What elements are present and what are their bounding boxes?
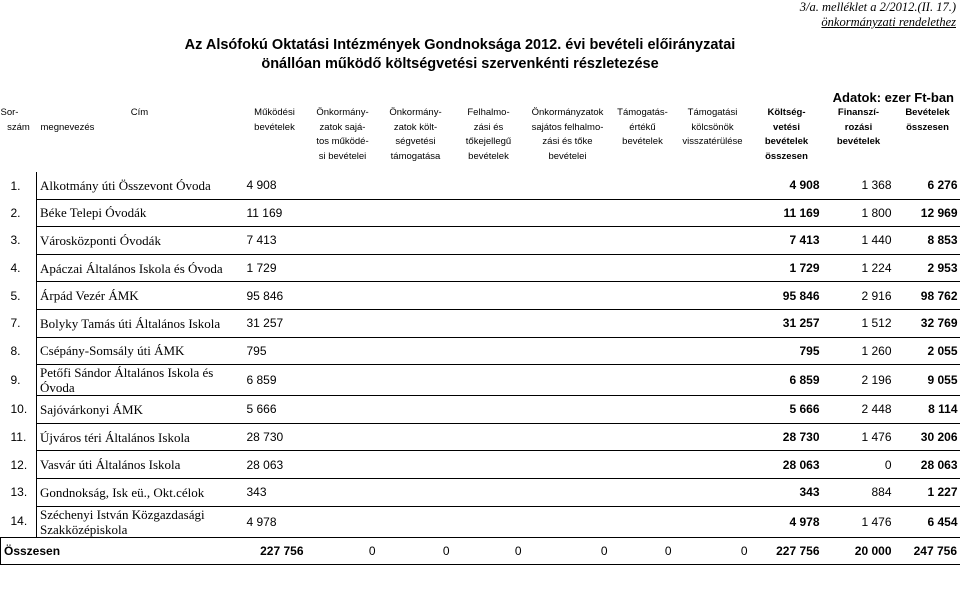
budget-revenue-total: 5 666	[751, 396, 823, 424]
empty-cell	[379, 423, 453, 451]
empty-cell	[453, 396, 525, 424]
row-number: 8.	[10, 343, 21, 358]
empty-cell	[525, 396, 611, 424]
column-header-0	[1, 106, 37, 172]
total-budget-revenue: 227 756	[751, 537, 823, 565]
column-header-7	[611, 106, 675, 172]
empty-cell	[611, 309, 675, 337]
empty-cell	[307, 227, 379, 255]
column-header-line: Finanszí-	[837, 107, 880, 118]
revenue-total: 32 769	[895, 309, 960, 337]
financing-revenue: 884	[823, 478, 895, 506]
empty-cell	[453, 282, 525, 310]
empty-cell	[453, 254, 525, 282]
row-number: 4.	[10, 261, 21, 276]
empty-cell	[675, 423, 751, 451]
institution-name: Gondnokság, Isk eü., Okt.célok	[37, 478, 243, 506]
empty-cell	[453, 199, 525, 227]
empty-cell	[611, 506, 675, 537]
institution-name: Újváros téri Általános Iskola	[37, 423, 243, 451]
column-header-line: rozási	[844, 121, 873, 133]
column-header-line: összesen	[765, 151, 808, 163]
operating-revenue: 795	[243, 337, 307, 365]
empty-cell	[307, 172, 379, 199]
empty-cell	[453, 478, 525, 506]
empty-cell	[675, 506, 751, 537]
empty-cell	[453, 337, 525, 365]
empty-cell	[307, 282, 379, 310]
operating-revenue: 95 846	[243, 282, 307, 310]
table-row	[1, 396, 960, 424]
column-header-line: kölcsönök	[691, 121, 734, 133]
column-header-4	[379, 106, 453, 172]
column-header-line: Támogatási	[687, 107, 738, 118]
table-header	[1, 106, 960, 172]
budget-revenue-total: 31 257	[751, 309, 823, 337]
empty-cell	[379, 309, 453, 337]
row-number: 14.	[10, 514, 28, 529]
empty-cell	[611, 254, 675, 282]
empty-cell	[675, 365, 751, 396]
column-header-line: Cím	[130, 107, 149, 118]
empty-cell	[379, 396, 453, 424]
row-number: 12.	[10, 457, 28, 472]
operating-revenue: 28 730	[243, 423, 307, 451]
row-number: 10.	[10, 402, 28, 417]
institution-name: Alkotmány úti Összevont Óvoda	[37, 172, 243, 199]
annex-line-2: önkormányzati rendelethez	[821, 15, 956, 29]
financing-revenue: 2 448	[823, 396, 895, 424]
column-header-line: si bevételei	[318, 151, 367, 163]
column-header-3	[307, 106, 379, 172]
empty-cell	[525, 506, 611, 537]
document-title: Az Alsófokú Oktatási Intézmények Gondnoksága 2012. évi bevételi előirányzatai	[184, 37, 736, 53]
column-header-1	[37, 106, 243, 172]
institution-name: Bolyky Tamás úti Általános Iskola	[37, 309, 243, 337]
total-operating-revenue: 227 756	[243, 537, 307, 565]
empty-cell	[379, 227, 453, 255]
budget-revenue-total: 6 859	[751, 365, 823, 396]
total-label: Összesen	[1, 537, 243, 565]
financing-revenue: 1 440	[823, 227, 895, 255]
institution-name: Széchenyi István Közgazdasági Szakközépiskola	[37, 506, 243, 537]
table-row	[1, 227, 960, 255]
revenue-table	[0, 106, 960, 565]
column-header-line: Önkormány-	[389, 107, 442, 118]
empty-cell	[675, 172, 751, 199]
empty-cell	[525, 309, 611, 337]
row-number: 1.	[10, 178, 21, 193]
table-row	[1, 337, 960, 365]
empty-cell	[453, 365, 525, 396]
row-number: 9.	[10, 373, 21, 388]
revenue-total: 6 454	[895, 506, 960, 537]
financing-revenue: 1 476	[823, 423, 895, 451]
empty-cell	[453, 423, 525, 451]
operating-revenue: 5 666	[243, 396, 307, 424]
empty-cell	[611, 172, 675, 199]
empty-cell	[611, 337, 675, 365]
total-felhalmozasi: 0	[453, 537, 525, 565]
empty-cell	[525, 451, 611, 479]
empty-cell	[525, 282, 611, 310]
column-header-line: Felhalmo-	[467, 107, 510, 118]
revenue-total: 30 206	[895, 423, 960, 451]
table-row	[1, 309, 960, 337]
empty-cell	[611, 423, 675, 451]
column-header-line: tos működé-	[316, 136, 369, 148]
column-header-line: zatok sajá-	[319, 121, 366, 133]
empty-cell	[525, 478, 611, 506]
empty-cell	[675, 478, 751, 506]
column-header-line: vetési	[773, 121, 800, 133]
column-header-line: Működési	[254, 107, 295, 118]
institution-name: Sajóvárkonyi ÁMK	[37, 396, 243, 424]
table-row	[1, 172, 960, 199]
row-number: 7.	[10, 316, 21, 331]
budget-revenue-total: 4 908	[751, 172, 823, 199]
empty-cell	[525, 227, 611, 255]
total-tamogatasertekU: 0	[611, 537, 675, 565]
column-header-6	[525, 106, 611, 172]
financing-revenue: 1 260	[823, 337, 895, 365]
empty-cell	[611, 365, 675, 396]
column-header-8	[675, 106, 751, 172]
column-header-2	[243, 106, 307, 172]
empty-cell	[675, 199, 751, 227]
column-header-10	[823, 106, 895, 172]
budget-revenue-total: 343	[751, 478, 823, 506]
empty-cell	[307, 365, 379, 396]
budget-revenue-total: 795	[751, 337, 823, 365]
empty-cell	[307, 396, 379, 424]
empty-cell	[611, 282, 675, 310]
empty-cell	[675, 227, 751, 255]
empty-cell	[453, 227, 525, 255]
column-header-line: zatok költ-	[393, 121, 438, 133]
empty-cell	[307, 506, 379, 537]
empty-cell	[379, 282, 453, 310]
financing-revenue: 0	[823, 451, 895, 479]
empty-cell	[675, 309, 751, 337]
operating-revenue: 7 413	[243, 227, 307, 255]
empty-cell	[379, 172, 453, 199]
column-header-line: megnevezés	[40, 121, 95, 133]
institution-name: Apáczai Általános Iskola és Óvoda	[37, 254, 243, 282]
empty-cell	[453, 172, 525, 199]
budget-revenue-total: 95 846	[751, 282, 823, 310]
empty-cell	[611, 478, 675, 506]
financing-revenue: 1 476	[823, 506, 895, 537]
financing-revenue: 1 224	[823, 254, 895, 282]
empty-cell	[675, 254, 751, 282]
empty-cell	[525, 337, 611, 365]
financing-revenue: 2 916	[823, 282, 895, 310]
empty-cell	[379, 478, 453, 506]
empty-cell	[379, 199, 453, 227]
operating-revenue: 31 257	[243, 309, 307, 337]
annex-line-1: 3/a. melléklet a 2/2012.(II. 17.)	[799, 0, 956, 14]
column-header-line: sajátos felhalmo-	[531, 121, 604, 133]
empty-cell	[307, 199, 379, 227]
revenue-total: 12 969	[895, 199, 960, 227]
column-header-line: támogatása	[390, 151, 441, 163]
table-row	[1, 254, 960, 282]
column-header-line: Bevételek	[905, 107, 950, 118]
revenue-total: 28 063	[895, 451, 960, 479]
table-row	[1, 282, 960, 310]
table-body	[1, 172, 960, 565]
revenue-total: 8 114	[895, 396, 960, 424]
column-header-line: összesen	[906, 121, 949, 133]
empty-cell	[453, 451, 525, 479]
row-number: 2.	[10, 205, 21, 220]
column-header-line: zási és tőke	[542, 136, 593, 148]
empty-cell	[453, 506, 525, 537]
column-header-line: bevételek	[836, 136, 881, 148]
empty-cell	[675, 282, 751, 310]
financing-revenue: 2 196	[823, 365, 895, 396]
empty-cell	[307, 423, 379, 451]
empty-cell	[675, 451, 751, 479]
column-header-line: bevételek	[764, 136, 809, 148]
empty-cell	[611, 199, 675, 227]
revenue-total: 2 055	[895, 337, 960, 365]
empty-cell	[611, 396, 675, 424]
column-header-5	[453, 106, 525, 172]
empty-cell	[611, 227, 675, 255]
table-row	[1, 423, 960, 451]
empty-cell	[379, 254, 453, 282]
document-subtitle: önállóan működő költségvetési szervenkénti részletezése	[261, 56, 659, 72]
revenue-total: 98 762	[895, 282, 960, 310]
operating-revenue: 6 859	[243, 365, 307, 396]
empty-cell	[611, 451, 675, 479]
empty-cell	[525, 254, 611, 282]
column-header-line: bevételek	[254, 121, 295, 133]
column-header-9	[751, 106, 823, 172]
revenue-total: 6 276	[895, 172, 960, 199]
empty-cell	[307, 478, 379, 506]
annex-reference	[800, 0, 956, 30]
column-header-line: tőkejellegű	[465, 136, 512, 148]
row-number: 11.	[10, 430, 27, 445]
budget-revenue-total: 4 978	[751, 506, 823, 537]
empty-cell	[379, 365, 453, 396]
empty-cell	[525, 423, 611, 451]
total-row	[1, 537, 960, 565]
total-financing: 20 000	[823, 537, 895, 565]
financing-revenue: 1 512	[823, 309, 895, 337]
total-tamogatas: 0	[379, 537, 453, 565]
budget-revenue-total: 28 063	[751, 451, 823, 479]
revenue-total: 9 055	[895, 365, 960, 396]
grand-total: 247 756	[895, 537, 960, 565]
institution-name: Árpád Vezér ÁMK	[37, 282, 243, 310]
column-header-line: ségvetési	[395, 136, 436, 148]
empty-cell	[379, 337, 453, 365]
total-sajat: 0	[307, 537, 379, 565]
institution-name: Petőfi Sándor Általános Iskola és Óvoda	[37, 365, 243, 396]
column-header-line: bevételei	[548, 151, 587, 163]
total-sajatos: 0	[525, 537, 611, 565]
column-header-line: Önkormány-	[316, 107, 369, 118]
operating-revenue: 343	[243, 478, 307, 506]
operating-revenue: 4 908	[243, 172, 307, 199]
revenue-total: 2 953	[895, 254, 960, 282]
empty-cell	[525, 365, 611, 396]
empty-cell	[675, 396, 751, 424]
column-header-line: Sor-	[0, 107, 19, 118]
column-header-11	[895, 106, 960, 172]
unit-label: Adatok: ezer Ft-ban	[832, 90, 954, 105]
institution-name: Csépány-Somsály úti ÁMK	[37, 337, 243, 365]
empty-cell	[525, 199, 611, 227]
budget-revenue-total: 7 413	[751, 227, 823, 255]
operating-revenue: 4 978	[243, 506, 307, 537]
financing-revenue: 1 368	[823, 172, 895, 199]
empty-cell	[307, 451, 379, 479]
operating-revenue: 28 063	[243, 451, 307, 479]
revenue-total: 1 227	[895, 478, 960, 506]
budget-revenue-total: 1 729	[751, 254, 823, 282]
empty-cell	[379, 506, 453, 537]
column-header-line: visszatérülése	[682, 136, 743, 148]
column-header-line: bevételek	[622, 136, 663, 148]
row-number: 13.	[10, 485, 28, 500]
revenue-total: 8 853	[895, 227, 960, 255]
column-header-line: értékű	[629, 121, 656, 133]
empty-cell	[379, 451, 453, 479]
table-row	[1, 199, 960, 227]
table-row	[1, 478, 960, 506]
financing-revenue: 1 800	[823, 199, 895, 227]
column-header-line: szám	[7, 121, 30, 133]
column-header-line: bevételek	[468, 151, 509, 163]
column-header-line: Költség-	[767, 107, 806, 118]
empty-cell	[525, 172, 611, 199]
institution-name: Vasvár úti Általános Iskola	[37, 451, 243, 479]
institution-name: Béke Telepi Óvodák	[37, 199, 243, 227]
column-header-line: zási és	[473, 121, 504, 133]
column-header-line: Önkormányzatok	[531, 107, 604, 118]
row-number: 3.	[10, 233, 21, 248]
empty-cell	[307, 337, 379, 365]
table-row	[1, 506, 960, 537]
empty-cell	[307, 309, 379, 337]
column-header-line: Támogatás-	[617, 107, 668, 118]
table-row	[1, 365, 960, 396]
budget-revenue-total: 11 169	[751, 199, 823, 227]
total-kolcson: 0	[675, 537, 751, 565]
empty-cell	[307, 254, 379, 282]
operating-revenue: 1 729	[243, 254, 307, 282]
table-row	[1, 451, 960, 479]
institution-name: Városközponti Óvodák	[37, 227, 243, 255]
operating-revenue: 11 169	[243, 199, 307, 227]
budget-revenue-total: 28 730	[751, 423, 823, 451]
empty-cell	[453, 309, 525, 337]
empty-cell	[675, 337, 751, 365]
row-number: 5.	[10, 288, 21, 303]
